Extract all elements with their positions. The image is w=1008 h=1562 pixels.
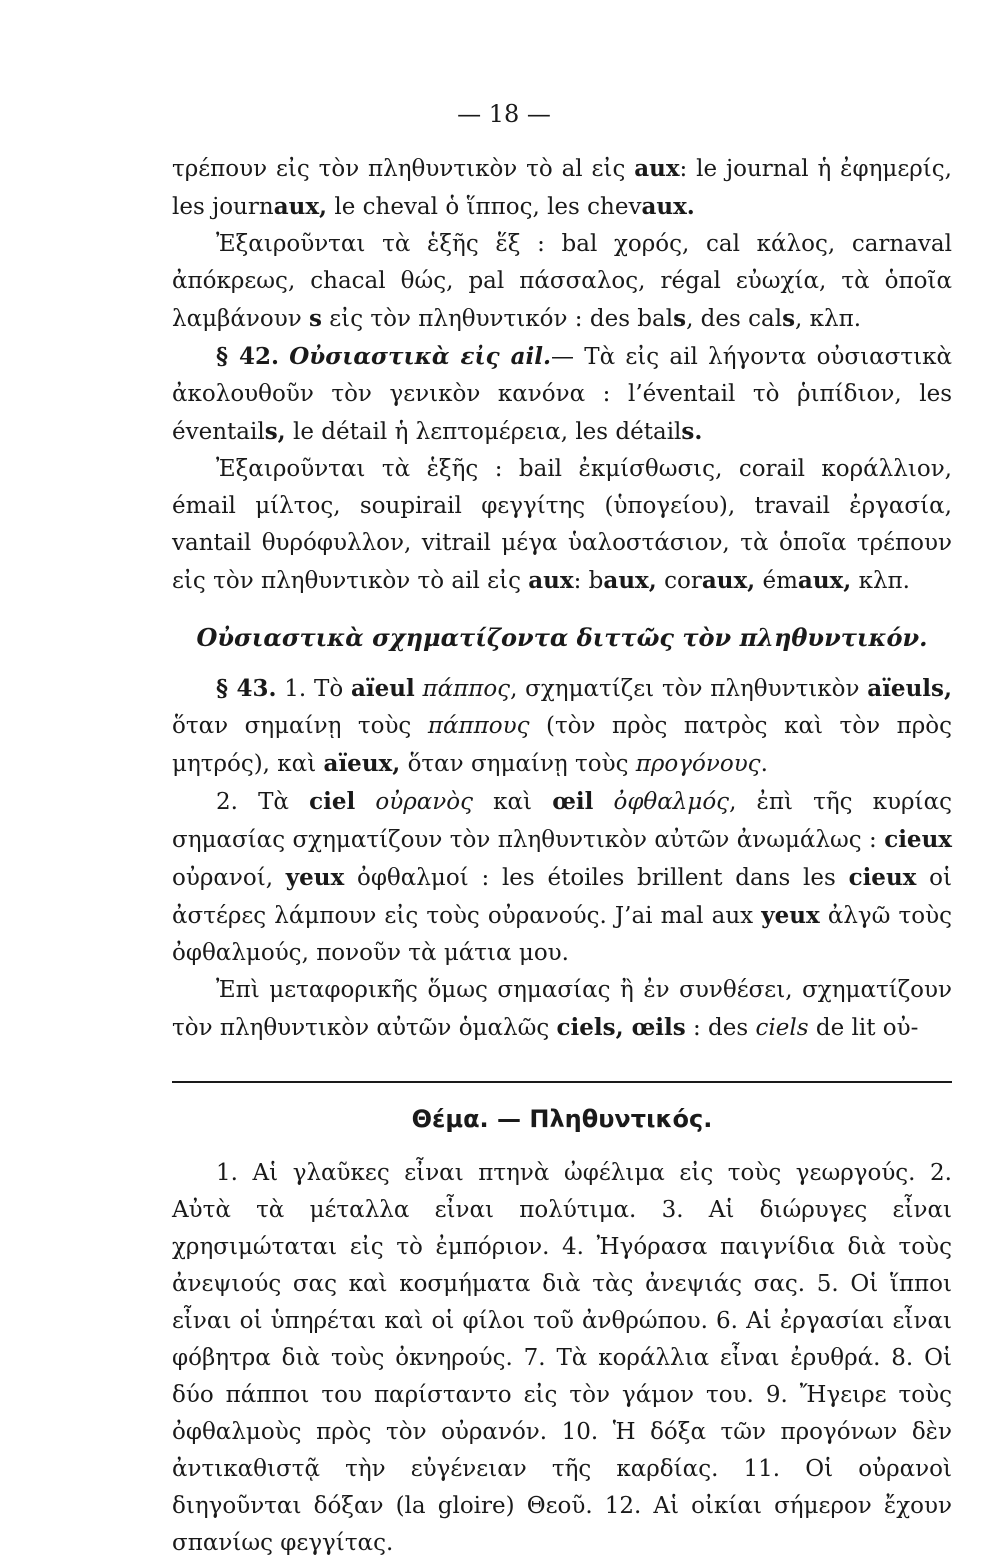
text: , des cal: [686, 306, 783, 332]
paragraph-ciel-oeil: [172, 783, 952, 972]
text: le cheval ὁ ἵππος, les chev: [327, 194, 642, 220]
bold-term: aïeux,: [323, 750, 401, 777]
paragraph-figurative: [172, 972, 952, 1047]
text: 2. Τὰ: [216, 789, 310, 815]
heading-double-plural: Οὐσιαστικὰ σχηματίζοντα διττῶς τὸν πληθυντικόν.: [196, 623, 928, 652]
bold-term: cieux: [848, 864, 917, 891]
text: : des: [685, 1015, 756, 1041]
bold-term: aux,: [701, 567, 756, 594]
text: , κλπ.: [795, 306, 862, 332]
text: Ἐξαιροῦνται τὰ ἑξῆς ἕξ : bal χορός, cal κάλος, carnaval ἀπόκρεως, chacal θώς, pal πάσσαλος, régal εὐωχία, τὰ ὁποῖα λαμβάνουν: [172, 231, 952, 332]
bold-term: s.: [681, 418, 703, 445]
text: καὶ: [472, 789, 553, 815]
bold-term: s,: [264, 418, 286, 445]
bold-term: œil: [552, 788, 594, 815]
bold-term: ciels, œils: [556, 1014, 686, 1041]
bold-term: s: [309, 305, 322, 332]
page-number: — 18 —: [457, 100, 551, 128]
italic-term: πάππους: [427, 713, 530, 739]
text: : b: [573, 568, 604, 594]
text: , σχηματίζει τὸν πληθυντικὸν: [510, 676, 868, 702]
text: cor: [656, 568, 702, 594]
section-number: § 43.: [216, 675, 277, 702]
bold-term: aux: [528, 567, 574, 594]
text: (τὸν πρὸς πατρὸς καὶ τὸν πρὸς μητρός), καὶ: [172, 713, 952, 777]
exercise-text: 1. Αἱ γλαῦκες εἶναι πτηνὰ ὠφέλιμα εἰς τοὺς γεωργούς. 2. Αὐτὰ τὰ μέταλλα εἶναι πολύτιμα. 3. Αἱ διώρυγες εἶναι χρησιμώταται εἰς τὸ ἐμπόριον. 4. Ἠγόρασα παιγνίδια διὰ τοὺς ἀνεψιούς σας καὶ κοσμήματα διὰ τὰς ἀνεψιάς σας. 5. Οἱ ἵπποι εἶναι οἱ ὑπηρέται καὶ οἱ φίλοι τοῦ ἀνθρώπου. 6. Αἱ ἐργασίαι εἶναι φόβητρα διὰ τοὺς ὀκνηρούς. 7. Τὰ κοράλλια εἶναι ἐρυθρά. 8. Οἱ δύο πάπποι του παρίσταντο εἰς τὸν γάμον του. 9. Ἤγειρε τοὺς ὀφθαλμοὺς πρὸς τὸν οὐρανόν. 10. Ἡ δόξα τῶν προγόνων δὲν ἀντικαθιστᾷ τὴν εὐγένειαν τῆς καρδίας. 11. Οἱ οὐρανοὶ διηγοῦνται δόξαν (la gloire) Θεοῦ. 12. Αἱ οἰκίαι σήμερον ἔχουν σπανίως φεγγίτας.: [172, 1160, 952, 1556]
exercise-title: Θέμα. — Πληθυντικός.: [411, 1105, 713, 1133]
text: οἱ ἀστέρες λάμπουν εἰς τοὺς οὐρανούς. J’ai mal aux: [172, 865, 952, 929]
text: , ἐπὶ τῆς κυρίας σημασίας σχηματίζουν τὸν πληθυντικὸν αὐτῶν ἀνωμάλως :: [172, 789, 952, 853]
text: le détail ἡ λεπτομέρεια, les détail: [285, 419, 682, 445]
text: ém: [755, 568, 798, 594]
bold-term: yeux: [285, 864, 345, 891]
paragraph-section-43: [172, 670, 952, 783]
text: 1. Τὸ: [276, 676, 351, 702]
text: ὅταν σημαίνῃ τοὺς: [400, 751, 636, 777]
section-heading: Οὐσιαστικὰ εἰς ail.: [289, 343, 551, 370]
bold-term: aux,: [273, 193, 328, 220]
text: κλπ.: [851, 568, 910, 594]
bold-term: yeux: [761, 902, 820, 929]
italic-term: οὐρανὸς: [355, 789, 473, 815]
text: : le journal ἡ ἐφημερίς, les journ: [172, 156, 952, 220]
bold-term: cieux: [884, 826, 952, 853]
text: εἰς τὸν πληθυντικόν : des bal: [321, 306, 674, 332]
bold-term: aux.: [641, 193, 695, 220]
bold-term: s: [673, 305, 687, 332]
text: Ἐξαιροῦνται τὰ ἑξῆς : bail ἐκμίσθωσις, corail κοράλλιον, émail μίλτος, soupirail φεγγίτης (ὑπογείου), travail ἐργασία, vantail θυρόφυλλον, vitrail μέγα ὑαλοστάσιον, τὰ ὁποῖα τρέπουν εἰς τὸν πληθυντικὸν τὸ ail εἰς: [172, 456, 952, 594]
bold-term: aux,: [797, 567, 852, 594]
text: ὀφθαλμοί : les étoiles brillent dans les: [344, 865, 849, 891]
bold-term: aux: [634, 155, 680, 182]
horizontal-rule: [172, 1081, 952, 1083]
text: .: [760, 751, 768, 777]
text: ὅταν σημαίνῃ τοὺς: [172, 713, 428, 739]
text: de lit οὐ-: [808, 1015, 919, 1041]
italic-term: ὀφθαλμός: [593, 789, 730, 815]
page-body: [172, 150, 952, 1562]
text: Ἐπὶ μεταφορικῆς ὅμως σημασίας ἢ ἐν συνθέσει, σχηματίζουν τὸν πληθυντικὸν αὐτῶν ὁμαλῶς: [172, 977, 952, 1041]
bold-term: aïeul: [350, 675, 415, 702]
bold-term: aux,: [603, 567, 657, 594]
paragraph-exceptions-al: [172, 226, 952, 338]
bold-term: s: [782, 305, 796, 332]
text: — Τὰ εἰς ail λήγοντα οὐσιαστικὰ ἀκολουθοῦν τὸν γενικὸν κανόνα : l’éventail τὸ ῥιπίδιον, les éventail: [172, 344, 952, 445]
text: οὐρανοί,: [172, 865, 286, 891]
section-number: § 42.: [216, 343, 279, 370]
exercise-block: [172, 1155, 952, 1562]
paragraph-plural-al: [172, 150, 952, 226]
italic-term: ciels: [755, 1015, 809, 1041]
bold-term: ciel: [309, 788, 356, 815]
italic-term: πάππος: [414, 676, 511, 702]
italic-term: προγόνους: [635, 751, 761, 777]
bold-term: aïeuls,: [867, 675, 952, 702]
paragraph-section-42: [172, 338, 952, 451]
paragraph-exceptions-ail: [172, 451, 952, 600]
text: ἀλγῶ τοὺς ὀφθαλμούς, πονοῦν τὰ μάτια μου.: [172, 903, 952, 966]
text: τρέπουν εἰς τὸν πληθυντικὸν τὸ al εἰς: [172, 156, 635, 182]
